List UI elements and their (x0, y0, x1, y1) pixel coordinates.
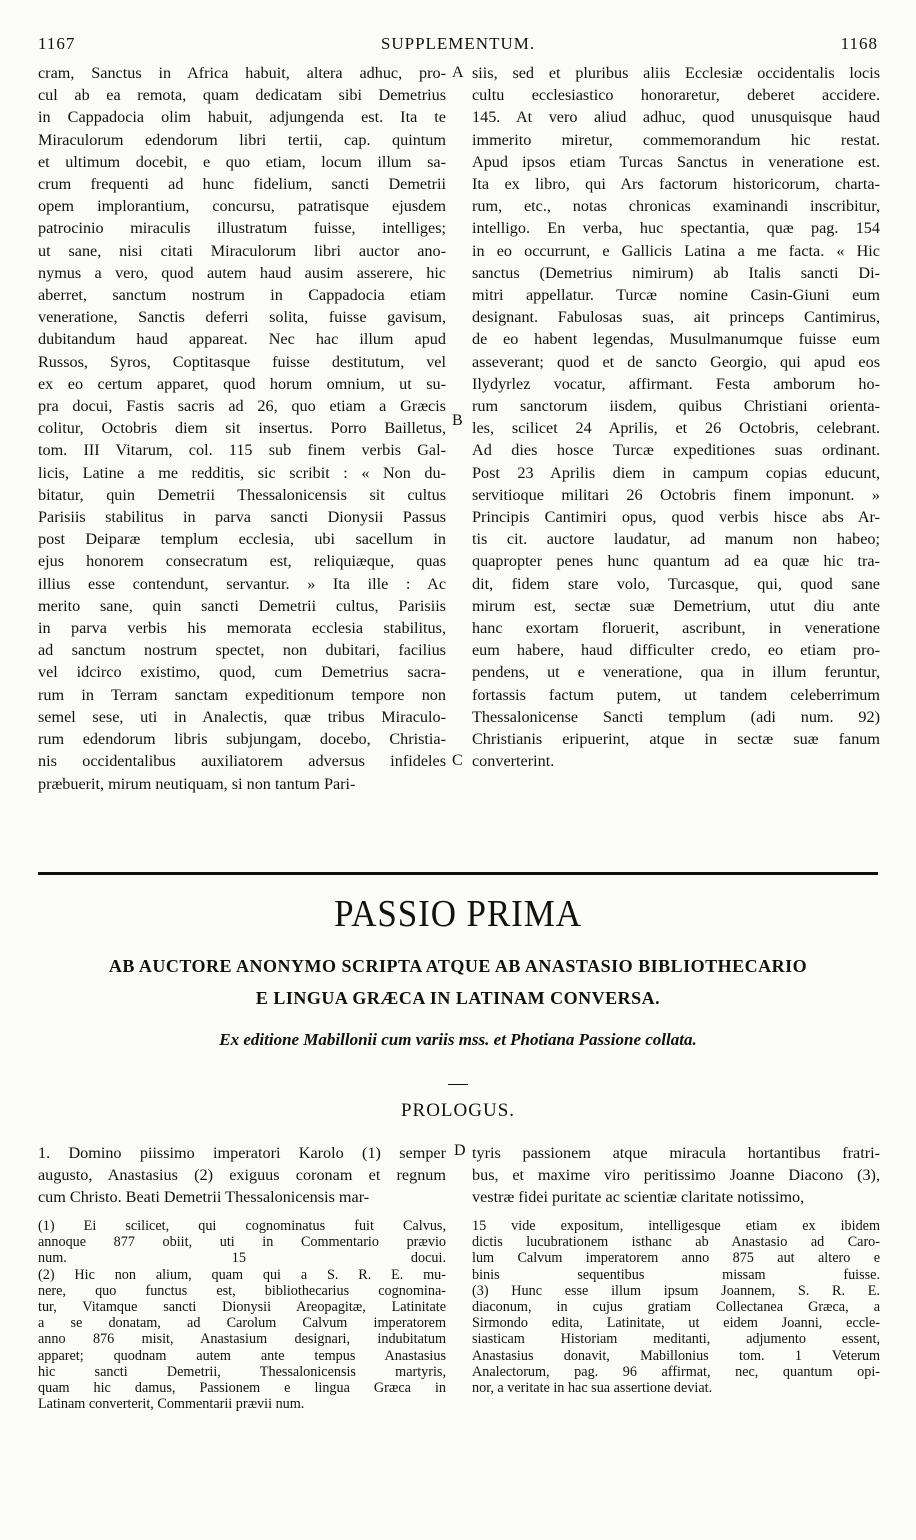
footnote-line: siasticam Historiam meditanti, adjumento essent, (472, 1331, 880, 1348)
text-line: Apud ipsos etiam Turcas Sanctus in veneratione est. (472, 152, 880, 171)
text-line: les, scilicet 24 Aprilis, et 26 Octobris, celebrant. (472, 419, 880, 438)
text-line: de eo habent legendas, Musulmanumque fuisse eum (472, 330, 880, 349)
footnote-line: binis sequentibus missam fuisse. (472, 1266, 880, 1283)
text-line: rum edendorum libris subjungam, docebo, Christia- (38, 730, 446, 749)
text-line: patrocinio miraculis illustratum fuisse, intelliges; (38, 219, 446, 238)
text-line: rum, etc., notas chronicas examinandi inscribitur, (472, 197, 880, 216)
text-line: immerito miretur, commemorandum hic restat. (472, 130, 880, 149)
text-line: Principis Cantimiri opus, quod verbis hisce abs Ar- (472, 508, 880, 527)
text-line: mirum est, sectæ suæ Demetrium, utut diu ante (472, 596, 880, 615)
margin-letter-a: A (452, 64, 464, 81)
prologue-line: cum Christo. Beati Demetrii Thessalonicensis mar- (38, 1188, 370, 1207)
prologue-left-column (38, 1142, 446, 1209)
text-line: dit, fidem stare volo, Turcasque, qui, quod sane (472, 574, 880, 593)
prologue-line: bus, et maxime viro peritissimo Joanne Diacono (3), (472, 1166, 880, 1185)
text-line: Post 23 Aprilis diem in campum copias educunt, (472, 463, 880, 482)
text-line: nis occidentalibus auxiliatorem adversus infideles (38, 752, 446, 771)
prologus-heading: PROLOGUS. (400, 1100, 516, 1121)
text-line: quapropter penes hunc quantum ad ea quæ hic tra- (472, 552, 880, 571)
subtitle-line-2: E LINGUA GRÆCA IN LATINAM CONVERSA. (255, 988, 661, 1008)
footnote-line: anno 876 misit, Anastasium designari, indubitatum (38, 1331, 446, 1348)
footnote-line: lum Calvum imperatorem anno 875 aut altero e (472, 1250, 880, 1267)
text-line: Thessalonicense Sancti templum (adi num. 92) (472, 707, 880, 726)
footnote-line: Latinam converterit, Commentarii prævii num. (38, 1396, 305, 1413)
text-line: rum sanctorum iisdem, quibus Christiani orienta- (472, 397, 880, 416)
text-line: opem implorantium, concursu, patratisque ejusdem (38, 197, 446, 216)
text-line: designant. Fabulosas suas, ait princeps Cantimirus, (472, 308, 880, 327)
text-line: mitri appellatur. Turcæ nomine Casin-Giuni eum (472, 286, 880, 305)
footnote-line: apparet; quodnam autem ante tempus Anastasius (38, 1347, 446, 1364)
footnote-line: Analectorum, pag. 96 affirmat, nec, quantum opi- (472, 1363, 880, 1380)
text-line: fortassis factum putem, ut tandem celeberrimum (472, 685, 880, 704)
text-line: Christianis eripuerint, atque in sectæ suæ fanum (472, 730, 880, 749)
text-line: pendens, ut e veneratione, qua in illum feruntur, (472, 663, 880, 682)
page-title: PASSIO PRIMA (334, 893, 582, 935)
text-line: nymus a vero, quod autem haud ausim asserere, hic (38, 263, 446, 282)
text-line: Ilydyrlez vocatur, affirmant. Festa amborum ho- (472, 374, 880, 393)
text-line: licis, Latine a me redditis, sic scribit : « Non du- (38, 463, 446, 482)
footnote-line: Sirmondo edita, Latinitate, ut eidem Joanni, eccle- (472, 1315, 880, 1332)
text-line: intelligo. En verba, huc spectantia, quæ pag. 154 (472, 219, 880, 238)
footnote-line: (3) Hunc esse illum ipsum Joannem, S. R. E. (472, 1282, 880, 1299)
text-line: cultu ecclesiastico honoraretur, deberet accidere. (472, 86, 880, 105)
text-line: servitioque militari 26 Octobris finem imponunt. » (472, 485, 880, 504)
section-rule (38, 872, 878, 875)
text-line: ut sane, nisi citati Miraculorum libri auctor ano- (38, 241, 446, 260)
text-line: cram, Sanctus in Africa habuit, altera adhuc, pro- (38, 64, 446, 82)
running-head (38, 34, 878, 58)
text-line: cul ab ea remota, quam dedicatam sibi Demetrius (38, 86, 446, 105)
footnote-line: tur, Vitamque sancti Dionysii Areopagitæ, Latinitate (38, 1299, 446, 1316)
text-line: aberret, sanctum nostrum in Cappadocia etiam (38, 286, 446, 305)
text-line: et ultimum docebit, e quo etiam, locum illum sa- (38, 152, 446, 171)
text-line: semel sese, uti in Analectis, quæ tribus Miraculo- (38, 707, 446, 726)
prologue-right-column (472, 1142, 880, 1209)
text-line: 145. At vero aliud adhuc, quod unusquisque haud (472, 108, 880, 127)
footnote-line: nere, quo functus est, bibliothecarius cognomina- (38, 1282, 446, 1299)
text-line: præbuerit, mirum neutiquam, si non tantum Pari- (38, 774, 356, 793)
footnote-line: 15 vide expositum, intelligesque etiam ex ibidem (472, 1218, 880, 1234)
footnote-line: a se donatam, ad Carolum Calvum imperatorem (38, 1315, 446, 1332)
short-divider (448, 1084, 468, 1085)
text-line: eum habere, haud difficulter credo, eo etiam pro- (472, 641, 880, 660)
text-line: in parva verbis his memorata ecclesia stabilitus, (38, 619, 446, 638)
left-column (38, 62, 446, 795)
text-line: converterint. (472, 752, 555, 771)
text-line: Russos, Syros, Coptitasque fuisse destitutum, vel (38, 352, 446, 371)
text-line: Ita ex libro, qui Ars factorum historicorum, charta- (472, 175, 880, 194)
page-number-right: 1168 (840, 34, 878, 53)
text-line: vel idcirco existimo, quod, cum Demetrius sacra- (38, 663, 446, 682)
text-line: merito sane, quin sancti Demetrii cultus, Parisiis (38, 596, 446, 615)
margin-letter-b: B (452, 412, 463, 429)
text-line: in Cappadocia olim habuit, adjungenda est. Ita te (38, 108, 446, 127)
page-number-left: 1167 (38, 34, 76, 53)
footnote-line: hic sancti Demetrii, Thessalonicensis martyris, (38, 1363, 446, 1380)
text-line: sanctus (Demetrius nimirum) ab Italis sancti Di- (472, 263, 880, 282)
prologue-line: augusto, Anastasius (2) exiguus coronam et regnum (38, 1166, 446, 1185)
text-line: Parisiis stabilitus in parva sancti Dionysii Passus (38, 508, 446, 527)
footnote-line: num. 15 docui. (38, 1250, 446, 1267)
text-line: tom. III Vitarum, col. 115 sub finem verbis Gal- (38, 441, 446, 460)
text-line: bitatur, quin Demetrii Thessalonicensis sit cultus (38, 485, 446, 504)
text-line: hanc exortam floruerit, ascribunt, in veneratione (472, 619, 880, 638)
footnote-line: diaconum, in cujus gratiam Collectanea Græca, a (472, 1299, 880, 1316)
text-line: Miraculorum edendorum libri tertii, cap. quintum (38, 130, 446, 149)
text-line: colitur, Octobris diem sit insertus. Porro Bailletus, (38, 419, 446, 438)
edition-note: Ex editione Mabillonii cum variis mss. et Photiana Passione collata. (219, 1030, 697, 1049)
margin-letter-c: C (452, 752, 463, 769)
text-line: pra docui, Fastis sacris ad 26, quo etiam a Græcis (38, 397, 446, 416)
right-column (472, 62, 880, 773)
footnote-line: quam hic damus, Passionem e lingua Græca in (38, 1380, 446, 1397)
margin-letter-d: D (454, 1142, 466, 1159)
footnote-line: dictis lucubrationem isthanc ab Anastasio ad Caro- (472, 1234, 880, 1251)
text-line: siis, sed et pluribus aliis Ecclesiæ occidentalis locis (472, 64, 880, 82)
running-title: SUPPLEMENTUM. (380, 34, 536, 53)
text-line: veneratione, Sanctis deferri solita, fuisse gavisum, (38, 308, 446, 327)
text-line: post Deiparæ templum ecclesia, ubi sacellum in (38, 530, 446, 549)
text-line: in eo occurrunt, e Gallicis Latina a me facta. « Hic (472, 241, 880, 260)
text-line: illius esse contendunt, servantur. » Ita ille : Ac (38, 574, 446, 593)
subtitle-line-1: AB AUCTORE ANONYMO SCRIPTA ATQUE AB ANASTASIO BIBLIOTHECARIO (108, 956, 808, 976)
text-line: ejus honorem consecratum est, reliquiæque, quas (38, 552, 446, 571)
text-line: dubitandum haud appareat. Nec hac illum apud (38, 330, 446, 349)
text-line: asseverant; quod et de sancto Georgio, qui apud eos (472, 352, 880, 371)
footnotes-left (38, 1218, 446, 1412)
footnote-line: (2) Hic non alium, quam qui a S. R. E. mu- (38, 1266, 446, 1283)
text-line: tis cit. auctore laudatur, ad manum non habeo; (472, 530, 880, 549)
footnote-line: (1) Ei scilicet, qui cognominatus fuit Calvus, (38, 1218, 446, 1234)
text-line: Ad dies hosce Turcæ expeditiones suas ordinant. (472, 441, 880, 460)
prologue-line: 1. Domino piissimo imperatori Karolo (1) semper (38, 1144, 446, 1162)
footnote-line: Anastasius donavit, Mabillonius tom. 1 Veterum (472, 1347, 880, 1364)
prologue-line: tyris passionem atque miracula hortantibus fratri- (472, 1144, 880, 1162)
footnote-line: nor, a veritate in hac sua assertione deviat. (472, 1380, 713, 1397)
footnote-line: annoque 877 obiit, uti in Commentario prævio (38, 1234, 446, 1251)
footnotes-right (472, 1218, 880, 1396)
text-line: ad sanctum nostrum spectet, non dubitari, facilius (38, 641, 446, 660)
text-line: rum in Terram sanctam expeditionum tempore non (38, 685, 446, 704)
text-line: ex eo certum apparet, quod horum omnium, ut su- (38, 374, 446, 393)
prologue-line: vestræ fidei puritate ac scientiæ claritate notissimo, (472, 1188, 805, 1207)
text-line: crum frequenti ad hunc fidelium, sancti Demetrii (38, 175, 446, 194)
